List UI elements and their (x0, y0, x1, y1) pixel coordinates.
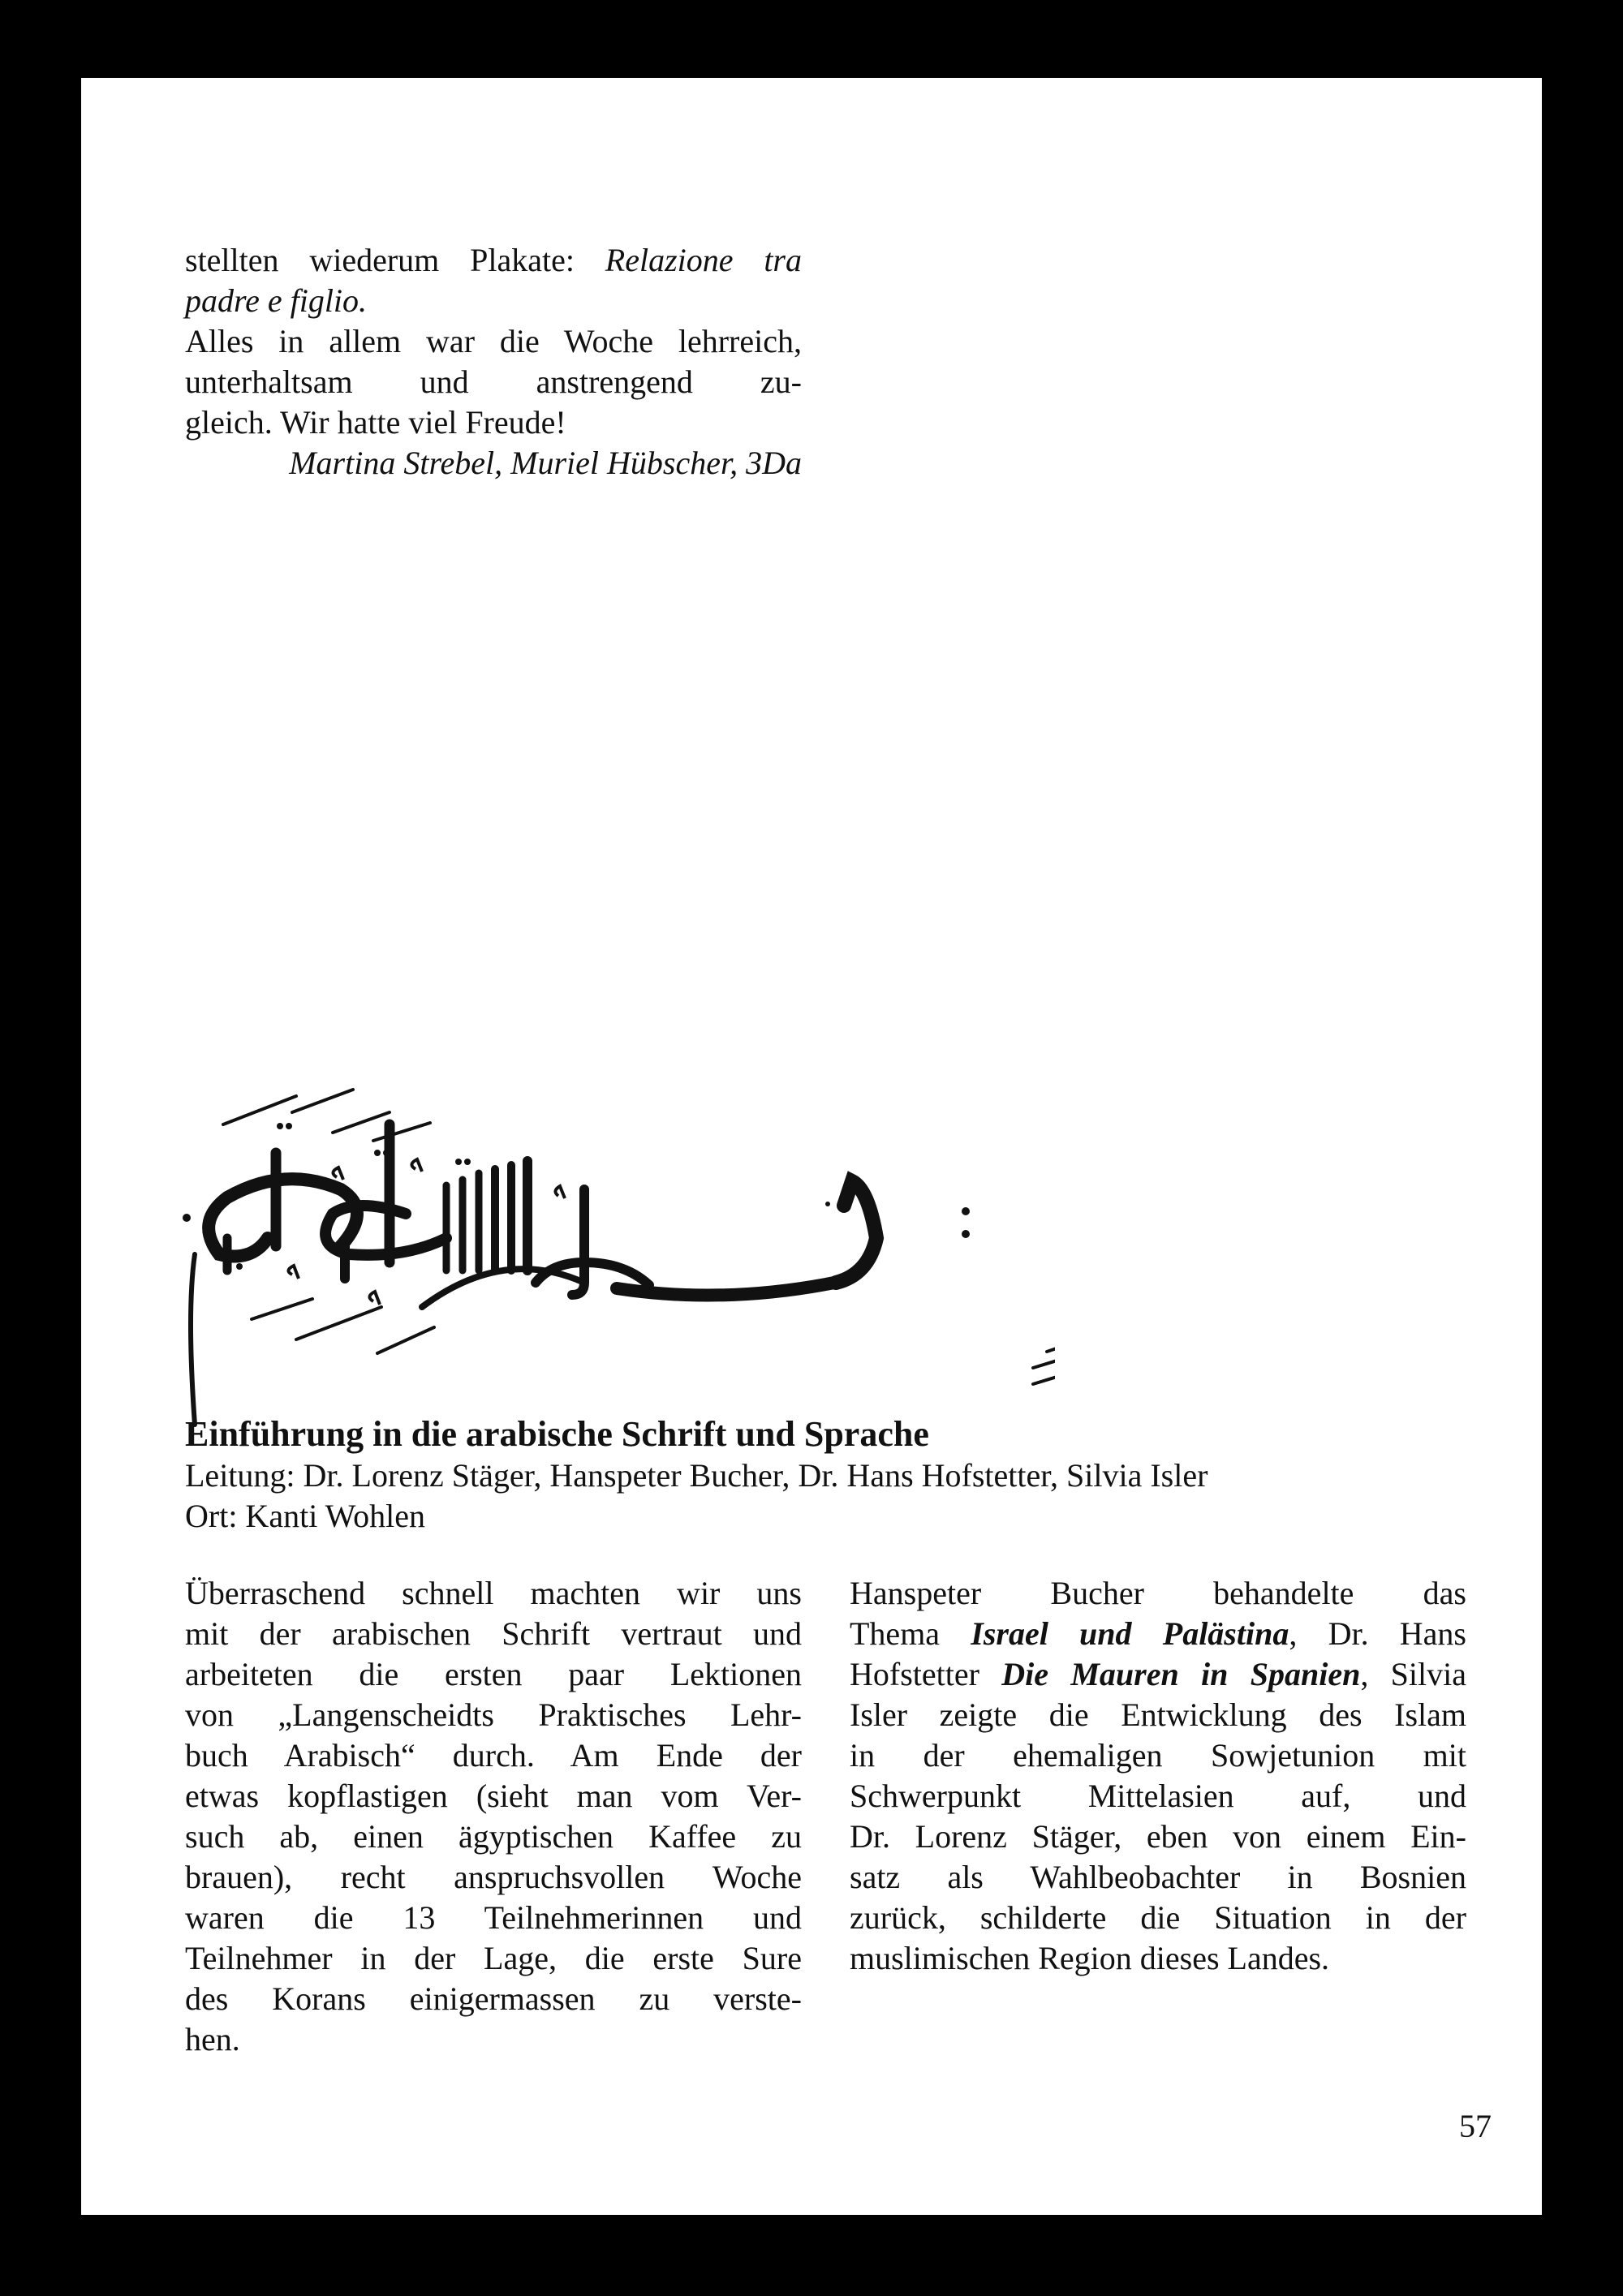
article-ort: Ort: Kanti Wohlen (185, 1498, 425, 1534)
intro-line-1: stellten wiederum Plakate: Relazione tra (185, 242, 802, 278)
intro-line-5: gleich. Wir hatte viel Freude! (185, 404, 566, 441)
col1-line: Überraschend schnell machten wir uns (185, 1575, 802, 1611)
article-leitung: Leitung: Dr. Lorenz Stäger, Hanspeter Bucher, Dr. Hans Hofstetter, Silvia Isler (185, 1457, 1208, 1494)
col1-line: brauen), recht anspruchsvollen Woche (185, 1859, 802, 1895)
col1-line: etwas kopflastigen (sieht man vom Ver- (185, 1778, 802, 1814)
col1-line: arbeiteten die ersten paar Lektionen (185, 1656, 802, 1692)
col2-line: Isler zeigte die Entwicklung des Islam (850, 1696, 1466, 1733)
col1-line: von „Langenscheidts Praktisches Lehr- (185, 1696, 802, 1733)
page (81, 78, 1542, 2215)
col2-line: in der ehemaligen Sowjetunion mit (850, 1737, 1466, 1774)
arabic-calligraphy-logo (162, 1003, 1055, 1457)
col1-line: hen. (185, 2021, 240, 2057)
col2-line: satz als Wahlbeobachter in Bosnien (850, 1859, 1466, 1895)
col1-line: Teilnehmer in der Lage, die erste Sure (185, 1940, 802, 1976)
col2-line: muslimischen Region dieses Landes. (850, 1940, 1330, 1976)
col1-line: des Korans einigermassen zu verste- (185, 1980, 802, 2017)
col1-line: such ab, einen ägyptischen Kaffee zu (185, 1818, 802, 1855)
intro-line-3: Alles in allem war die Woche lehrreich, (185, 323, 802, 359)
article-column-right (850, 1573, 1466, 1979)
col2-line: Hofstetter Die Mauren in Spanien, Silvia (850, 1656, 1466, 1692)
intro-line-2: padre e figlio. (185, 282, 368, 319)
article-heading: Einführung in die arabische Schrift und Sprache (185, 1414, 929, 1454)
page-number: 57 (1459, 2108, 1492, 2144)
article-column-left (185, 1573, 802, 2060)
intro-paragraph (185, 240, 802, 484)
col2-line: zurück, schilderte die Situation in der (850, 1899, 1466, 1936)
col1-line: buch Arabisch“ durch. Am Ende der (185, 1737, 802, 1774)
col2-line: Hanspeter Bucher behandelte das (850, 1575, 1466, 1611)
col2-line: Dr. Lorenz Stäger, eben von einem Ein- (850, 1818, 1466, 1855)
intro-line-4: unterhaltsam und anstrengend zu- (185, 363, 802, 400)
intro-signature: Martina Strebel, Muriel Hübscher, 3Da (289, 445, 802, 481)
col2-line: Thema Israel und Palästina, Dr. Hans (850, 1615, 1466, 1652)
article-meta (185, 1455, 1483, 1537)
col1-line: waren die 13 Teilnehmerinnen und (185, 1899, 802, 1936)
col1-line: mit der arabischen Schrift vertraut und (185, 1615, 802, 1652)
col2-line: Schwerpunkt Mittelasien auf, und (850, 1778, 1466, 1814)
